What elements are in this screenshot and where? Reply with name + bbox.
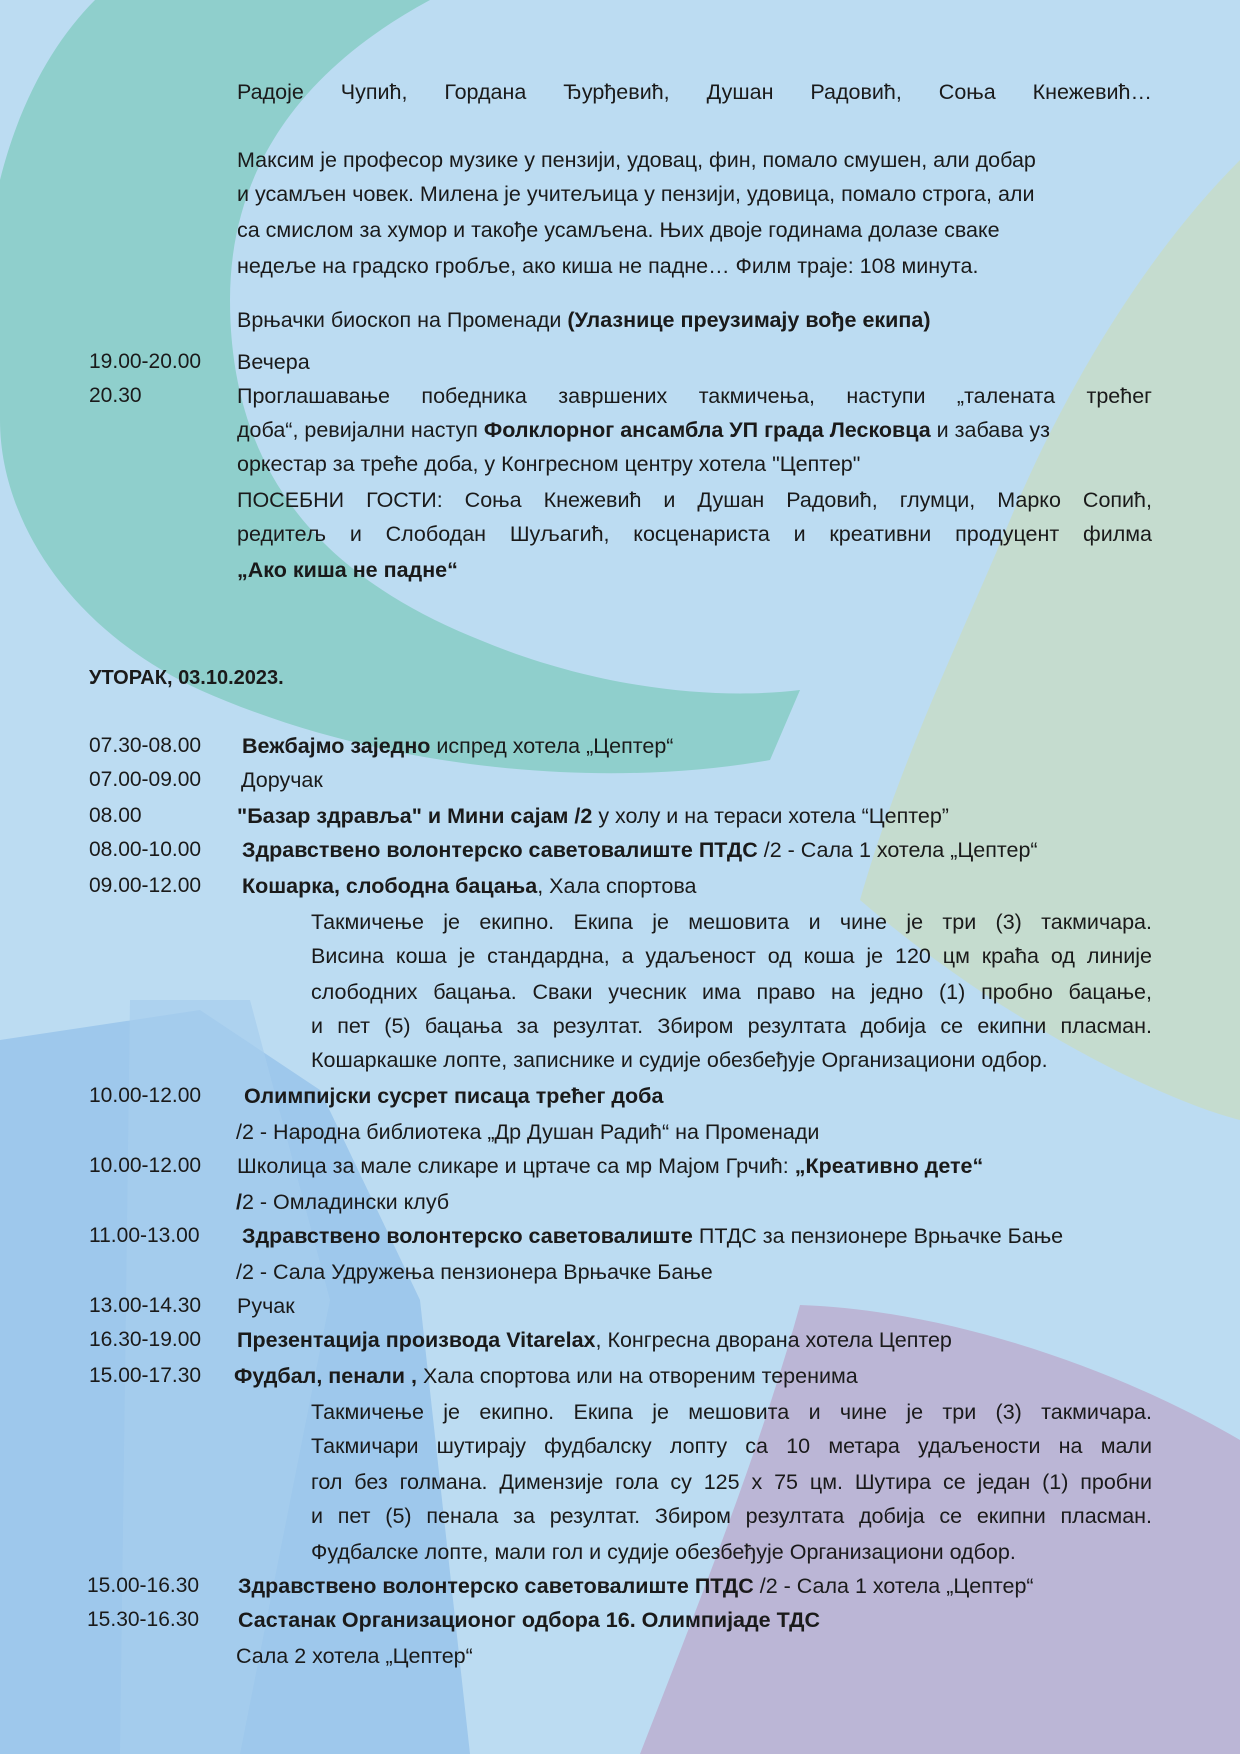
venue-note: (Улазнице преузимају вође екипа) [567,308,931,332]
synopsis-line: недеље на градско гробље, ако киша не падне… Филм траје: 108 минута. [237,254,979,278]
schedule-time: 15.00-17.30 [89,1364,202,1387]
basketball-rules-line: слободних бацања. Сваки учесник има право на једно (1) пробно бацање, [311,980,1152,1004]
schedule-time: 13.00-14.30 [89,1294,202,1317]
schedule-time: 09.00-12.00 [89,874,202,897]
film-title: „Ако киша не падне“ [237,558,458,582]
cast-line: Радоје Чупић, Гордана Ђурђевић, Душан Радовић, Соња Кнежевић… [237,80,1152,104]
dinner-time: 19.00-20.00 [89,350,202,373]
schedule-item: /2 - Народна библиотека „Др Душан Радић“ на Променади [236,1120,820,1144]
football-rules-line: Такмичење је екипно. Екипа је мешовита и чине је три (3) такмичара. [311,1400,1152,1424]
basketball-rules-line: Кошаркашке лопте, записнике и судије обезбеђује Организациони одбор. [311,1048,1048,1072]
schedule-time: 08.00 [89,804,142,827]
schedule-item: Здравствено волонтерско саветовалиште ПТДС за пензионере Врњачке Бање [242,1224,1064,1248]
schedule-item: Здравствено волонтерско саветовалиште ПТДС /2 - Сала 1 хотела „Цептер“ [242,838,1038,862]
schedule-item: "Базар здравља" и Мини сајам /2 у холу и на тераси хотела “Цептер” [237,804,949,828]
schedule-item: Сала 2 хотела „Цептер“ [236,1644,473,1668]
dinner-label: Вечера [237,350,310,374]
schedule-time: 07.00-09.00 [89,768,202,791]
closing-line: доба“, ревијални наступ Фолклорног ансамбла УП града Лесковца и забава уз [237,418,1050,442]
schedule-item: Доручак [241,768,323,792]
schedule-time: 15.00-16.30 [87,1574,200,1597]
schedule-item: Вежбајмо заједно испред хотела „Цептер“ [242,734,674,758]
schedule-item: Састанак Организационог одбора 16. Олимпијаде ТДС [238,1608,821,1632]
folklore-ensemble: Фолклорног ансамбла УП града Лесковца [483,418,931,442]
schedule-time: 16.30-19.00 [89,1328,202,1351]
basketball-rules-line: Такмичење је екипно. Екипа је мешовита и чине је три (3) такмичара. [311,910,1152,934]
closing-line: оркестар за треће доба, у Конгресном центру хотела "Цептер" [237,452,861,476]
schedule-item: Здравствено волонтерско саветовалиште ПТДС /2 - Сала 1 хотела „Цептер“ [238,1574,1034,1598]
venue-name: Врњачки биоскоп на Променади [237,308,568,332]
schedule-item: Ручак [237,1294,295,1318]
creative-child: „Креативно дете“ [794,1154,984,1178]
schedule-time: 11.00-13.00 [89,1224,200,1247]
schedule-item: /2 - Омладински клуб [236,1190,450,1214]
schedule-time: 07.30-08.00 [89,734,202,757]
venue-line [237,306,931,334]
day-heading: УТОРАК, 03.10.2023. [89,667,284,689]
schedule-item: Школица за мале сликаре и цртаче са мр Мајом Грчић: „Креативно дете“ [237,1154,984,1178]
closing-line: Проглашавање победника завршених такмичења, наступи „талената трећег [237,384,1152,408]
football-rules-line: гол без голмана. Димензије гола су 125 х 75 цм. Шутира се један (1) пробни [311,1470,1152,1494]
synopsis-line: и усамљен човек. Милена је учитељица у пензији, удовица, помало строга, али [237,182,1035,206]
schedule-item: Презентација производа Vitarelax, Конгресна дворана хотела Цептер [237,1328,952,1352]
special-guests-line: ПОСЕБНИ ГОСТИ: Соња Кнежевић и Душан Радовић, глумци, Марко Сопић, [237,488,1152,512]
football-rules-line: Фудбалске лопте, мали гол и судије обезбеђује Организациони одбор. [311,1540,1016,1564]
schedule-time: 10.00-12.00 [89,1154,202,1177]
schedule-item: /2 - Сала Удружења пензионера Врњачке Бање [236,1260,713,1284]
schedule-item: Кошарка, слободна бацања, Хала спортова [242,874,697,898]
schedule-time: 10.00-12.00 [89,1084,202,1107]
football-rules-line: Такмичари шутирају фудбалску лопту са 10 метара удаљености на мали [311,1434,1152,1458]
schedule-time: 08.00-10.00 [89,838,202,861]
basketball-rules-line: Висина коша је стандардна, а удаљеност од коша је 120 цм краћа од линије [311,944,1152,968]
football-rules-line: и пет (5) пенала за резултат. Збиром резултата добија се екипни пласман. [311,1504,1152,1528]
basketball-rules-line: и пет (5) бацања за резултат. Збиром резултата добија се екипни пласман. [311,1014,1152,1038]
schedule-time: 15.30-16.30 [87,1608,200,1631]
schedule-item: Олимпијски сусрет писаца трећег доба [244,1084,664,1108]
synopsis-line: са смислом за хумор и такође усамљена. Њих двоје годинама долазе сваке [237,218,1000,242]
closing-time: 20.30 [89,384,142,407]
special-guests-line: редитељ и Слободан Шуљагић, косценариста и креативни продуцент филма [237,522,1152,546]
schedule-item: Фудбал, пенали , Хала спортова или на отвореним теренима [234,1364,858,1388]
synopsis-line: Максим је професор музике у пензији, удовац, фин, помало смушен, али добар [237,148,1036,172]
